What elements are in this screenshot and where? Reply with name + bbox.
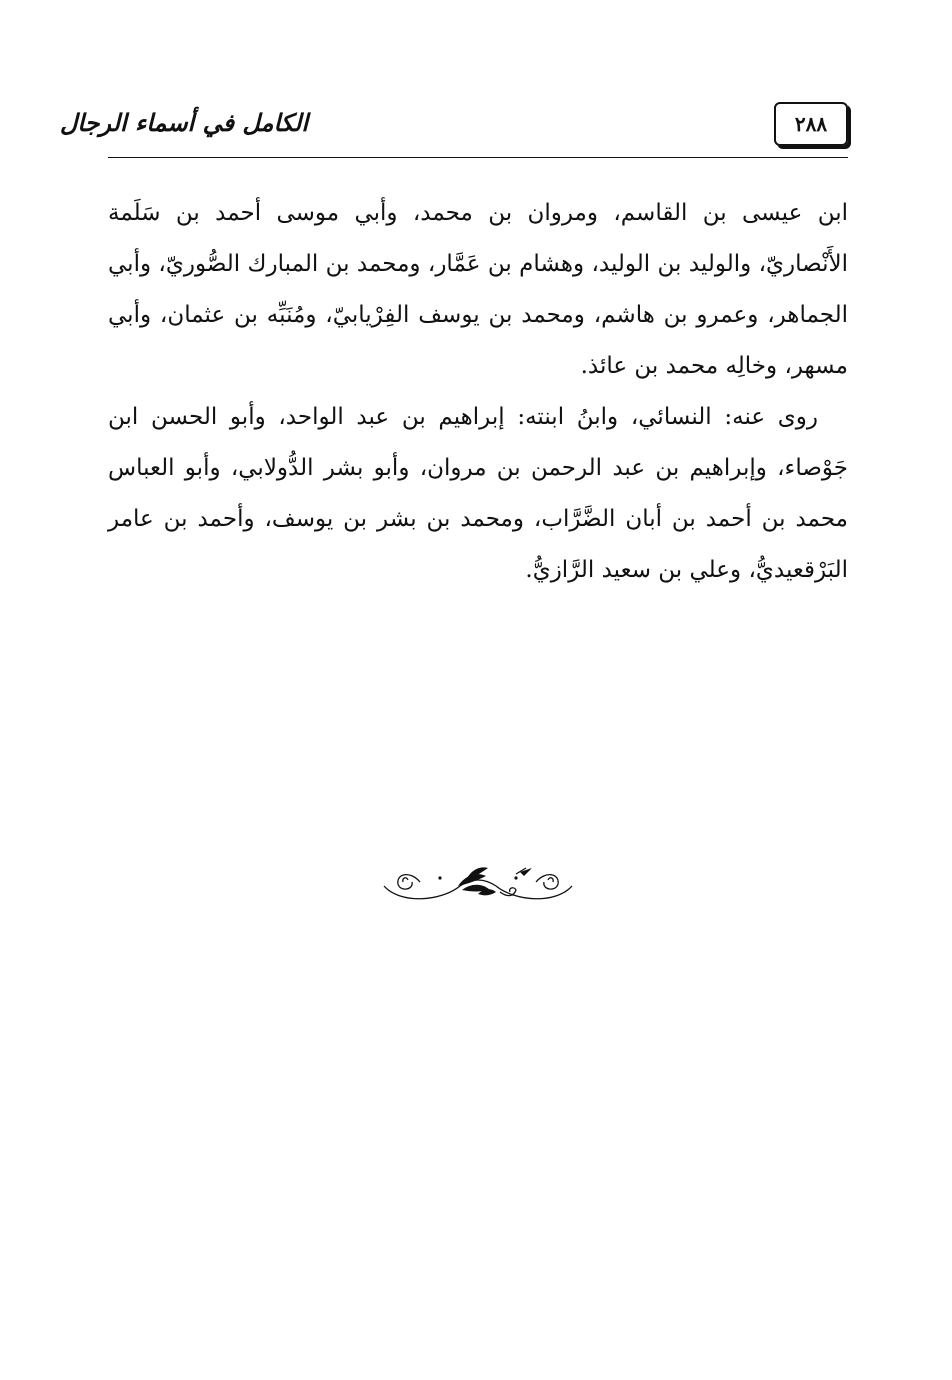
page-number: ٢٨٨ bbox=[774, 102, 848, 146]
paragraph-students: روى عنه: النسائي، وابنُ ابنته: إبراهيم بن عبد الواحد، وأبو الحسن ابن جَوْصاء، وإبراهيم بن عبد الرحمن بن مروان، وأبو بشر الدُّولابي، وأبو العباس محمد بن أحمد بن أبان الضَّرَّاب، ومحمد بن بشر بن يوسف، وأحمد بن عامر البَرْقعيديُّ، وعلي بن سعيد الرَّازيُّ. bbox=[108, 404, 848, 583]
body-text bbox=[108, 188, 848, 596]
header-rule bbox=[108, 157, 848, 158]
paragraph-teachers: ابن عيسى بن القاسم، ومروان بن محمد، وأبي موسى أحمد بن سَلَمة الأَنْصاريّ، والوليد بن الوليد، وهشام بن عَمَّار، ومحمد بن المبارك الصُّوريّ، وأبي الجماهر، وعمرو بن هاشم، ومحمد بن يوسف الفِرْيابيّ، ومُنَبِّه بن عثمان، وأبي مسهر، وخالِه محمد بن عائذ. bbox=[108, 200, 848, 379]
floral-divider-icon bbox=[380, 856, 576, 910]
book-title: الكامل في أسماء الرجال bbox=[59, 108, 308, 137]
page-header bbox=[59, 96, 848, 158]
